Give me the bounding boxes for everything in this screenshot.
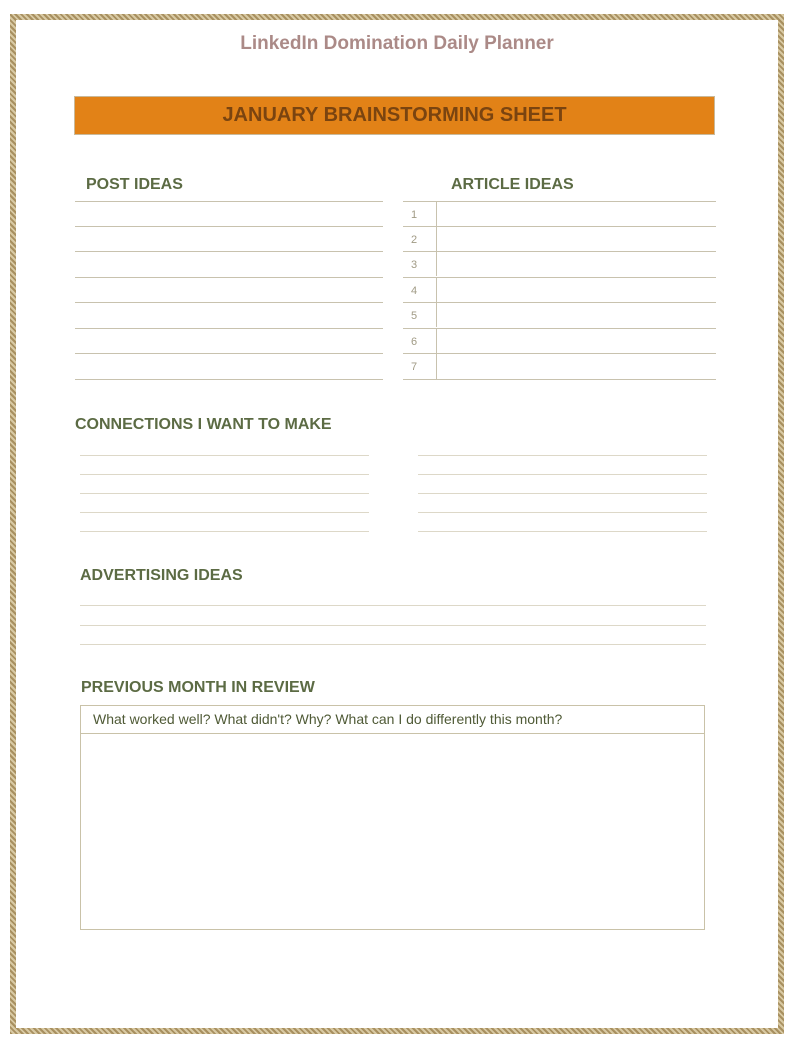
post-idea-line[interactable] (75, 328, 383, 329)
advertising-line[interactable] (80, 644, 706, 645)
review-heading: PREVIOUS MONTH IN REVIEW (81, 679, 315, 696)
post-ideas-heading: POST IDEAS (86, 176, 183, 193)
connection-line[interactable] (80, 474, 369, 475)
review-notes-area[interactable] (81, 734, 704, 929)
article-row-line (403, 328, 716, 329)
connection-line[interactable] (80, 493, 369, 494)
review-box (80, 705, 705, 930)
article-ideas-heading: ARTICLE IDEAS (451, 176, 574, 193)
article-row-number: 3 (403, 251, 437, 276)
article-row-number: 2 (403, 226, 437, 251)
planner-title: LinkedIn Domination Daily Planner (240, 33, 554, 54)
connection-line[interactable] (418, 474, 707, 475)
review-prompt: What worked well? What didn't? Why? What can I do differently this month? (81, 706, 704, 734)
article-row-number: 6 (403, 328, 437, 353)
post-idea-line[interactable] (75, 201, 383, 202)
article-row-line (403, 201, 716, 202)
article-row-line (403, 251, 716, 252)
post-idea-line[interactable] (75, 277, 383, 278)
advertising-line[interactable] (80, 605, 706, 606)
advertising-heading: ADVERTISING IDEAS (80, 567, 243, 584)
advertising-line[interactable] (80, 625, 706, 626)
article-row-number: 1 (403, 201, 437, 226)
connection-line[interactable] (418, 493, 707, 494)
article-row-line (403, 277, 716, 278)
post-idea-line[interactable] (75, 353, 383, 354)
month-banner (74, 96, 715, 135)
post-idea-line[interactable] (75, 379, 383, 380)
article-row-line (403, 353, 716, 354)
connection-line[interactable] (80, 531, 369, 532)
connections-heading: CONNECTIONS I WANT TO MAKE (75, 416, 332, 433)
article-row-number: 7 (403, 353, 437, 379)
article-row-number: 5 (403, 302, 437, 327)
article-row-line (403, 226, 716, 227)
article-row-number: 4 (403, 277, 437, 302)
connection-line[interactable] (80, 512, 369, 513)
banner-title: JANUARY BRAINSTORMING SHEET (222, 104, 567, 126)
connection-line[interactable] (418, 455, 707, 456)
post-idea-line[interactable] (75, 302, 383, 303)
connection-line[interactable] (418, 512, 707, 513)
connection-line[interactable] (80, 455, 369, 456)
article-row-line (403, 302, 716, 303)
article-row-line (403, 379, 716, 380)
post-idea-line[interactable] (75, 251, 383, 252)
connection-line[interactable] (418, 531, 707, 532)
post-idea-line[interactable] (75, 226, 383, 227)
